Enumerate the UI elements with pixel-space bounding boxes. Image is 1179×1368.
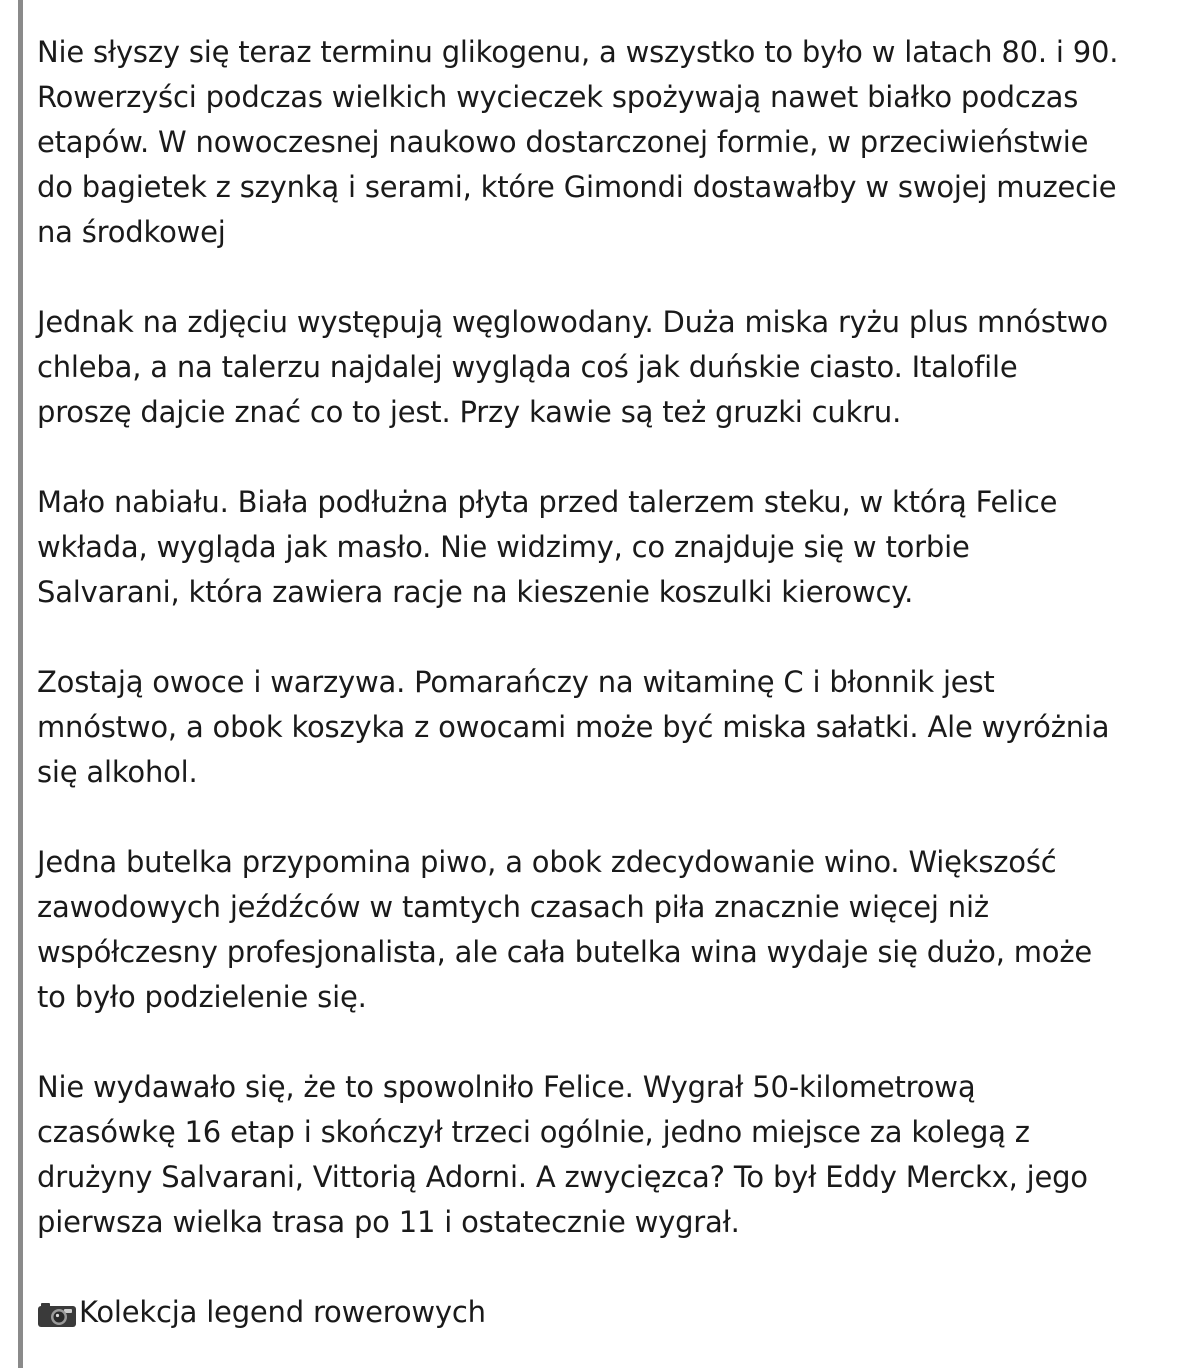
post-body [37,30,1169,1335]
camera-icon [37,1302,77,1328]
footer-line [37,1290,1169,1335]
paragraph-5: Jedna butelka przypomina piwo, a obok zdecydowanie wino. Większość zawodowych jeźdźców w tamtych czasach piła znacznie więcej niż współczesny profesjonalista, ale cała butelka wina wydaje się dużo, może to było podzielenie się. [37,845,1093,1014]
quote-rule [18,0,23,1368]
paragraph-3: Mało nabiału. Biała podłużna płyta przed talerzem steku, w którą Felice wkłada, wygląda jak masło. Nie widzimy, co znajduje się w torbie Salvarani, która zawiera racje na kieszenie koszulki kierowcy. [37,485,1058,609]
paragraph-4: Zostają owoce i warzywa. Pomarańczy na witaminę C i błonnik jest mnóstwo, a obok koszyka z owocami może być miska sałatki. Ale wyróżnia się alkohol. [37,665,1110,789]
paragraph-6: Nie wydawało się, że to spowolniło Felice. Wygrał 50-kilometrową czasówkę 16 etap i skończył trzeci ogólnie, jedno miejsce za kolegą z drużyny Salvarani, Vittorią Adorni. A zwycięzca? To był Eddy Merckx, jego pierwsza wielka trasa po 11 i ostatecznie wygrał. [37,1070,1088,1239]
footer-caption: Kolekcja legend rowerowych [79,1295,486,1329]
paragraph-1: Nie słyszy się teraz terminu glikogenu, a wszystko to było w latach 80. i 90. Rowerzyści podczas wielkich wycieczek spożywają nawet białko podczas etapów. W nowoczesnej naukowo dostarczonej formie, w przeciwieństwie do bagietek z szynką i serami, które Gimondi dostawałby w swojej muzecie na środkowej [37,35,1119,249]
paragraph-2: Jednak na zdjęciu występują węglowodany. Duża miska ryżu plus mnóstwo chleba, a na talerzu najdalej wygląda coś jak duńskie ciasto. Italofile proszę dajcie znać co to jest. Przy kawie są też gruzki cukru. [37,305,1108,429]
